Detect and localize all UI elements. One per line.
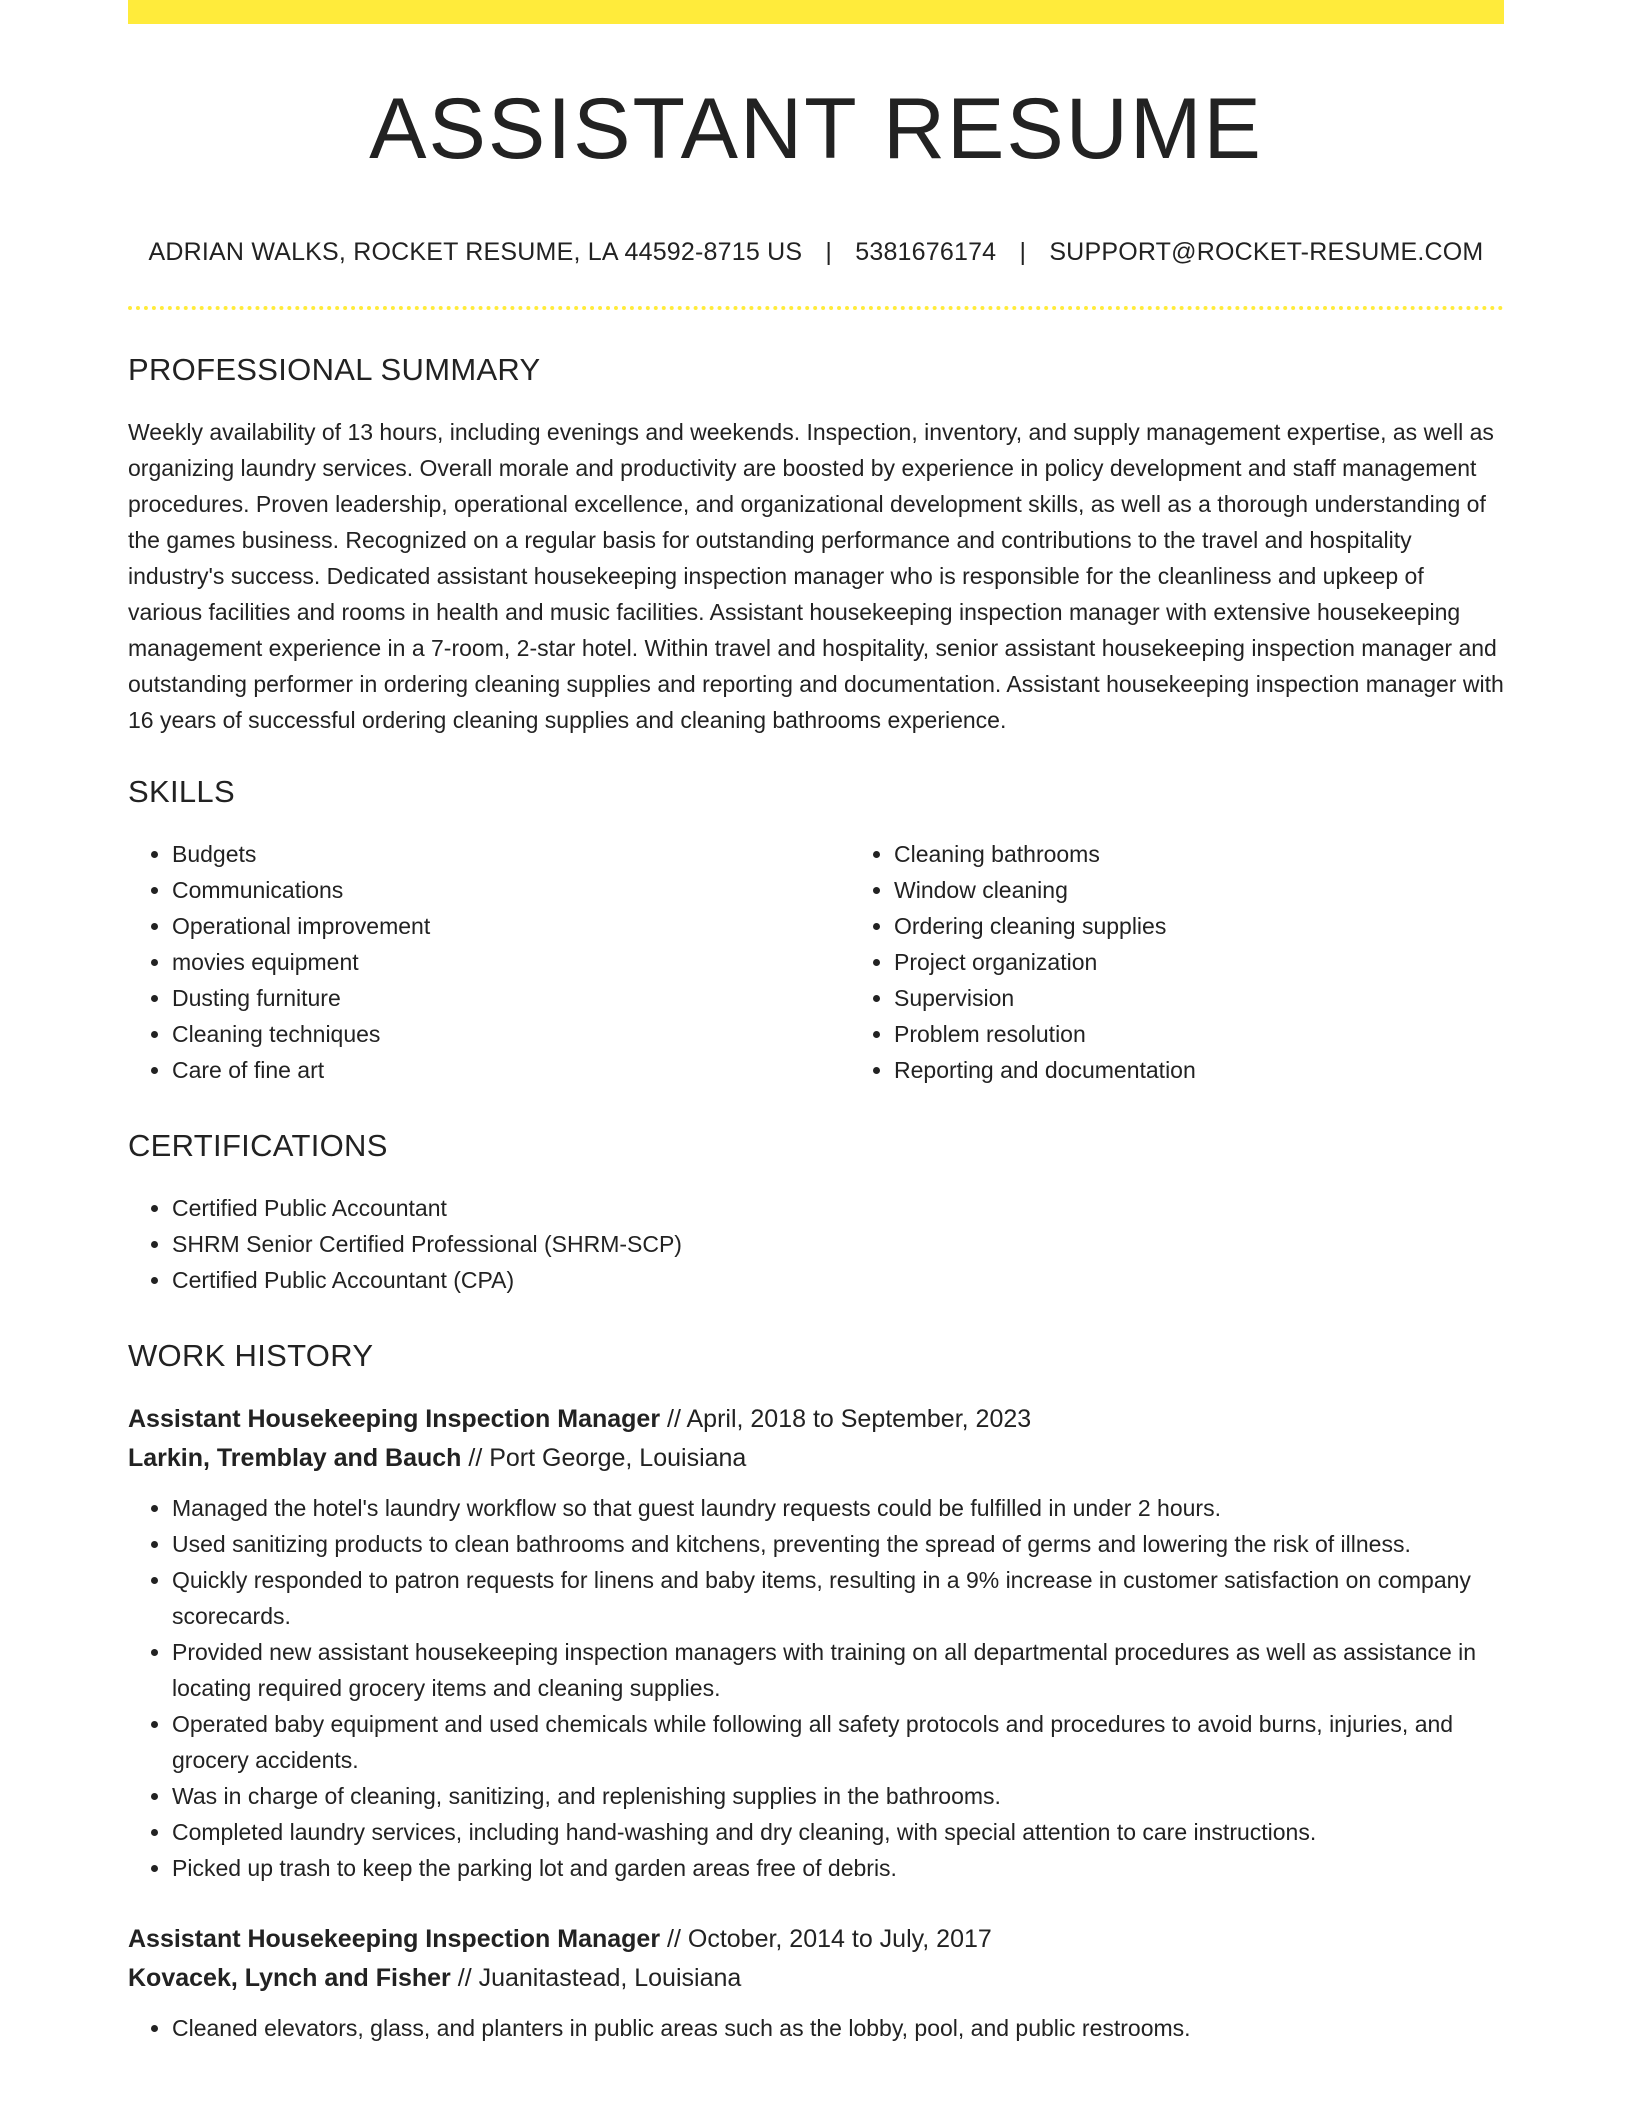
skills-list-right <box>850 836 1572 1088</box>
certifications-section <box>128 1128 1504 1298</box>
job-bullet: • Operated baby equipment and used chemicals while following all safety protocols and procedures to avoid burns, injuries, and grocery accidents. <box>172 1706 1504 1778</box>
contact-separator: | <box>825 238 833 266</box>
job-bullet: • Was in charge of cleaning, sanitizing, and replenishing supplies in the bathrooms. <box>172 1778 1504 1814</box>
job-bullet: • Used sanitizing products to clean bathrooms and kitchens, preventing the spread of germs and lowering the risk of illness. <box>172 1526 1504 1562</box>
skill-item: • movies equipment <box>172 944 850 980</box>
page-title: ASSISTANT RESUME <box>369 81 1263 177</box>
skills-list-left <box>128 836 850 1088</box>
job-bullet: • Quickly responded to patron requests for linens and baby items, resulting in a 9% increase in customer satisfaction on company scorecards. <box>172 1562 1504 1634</box>
job-title-line <box>128 1400 1504 1439</box>
top-accent-bar <box>128 0 1504 24</box>
skill-item: • Cleaning bathrooms <box>894 836 1572 872</box>
job-bullet: • Completed laundry services, including hand-washing and dry cleaning, with special attention to care instructions. <box>172 1814 1504 1850</box>
job-company-line <box>128 1959 1504 1998</box>
certifications-list <box>128 1190 1504 1298</box>
job-dates: // October, 2014 to July, 2017 <box>667 1925 992 1953</box>
job-entry <box>128 1920 1504 2046</box>
contact-phone: 5381676174 <box>855 238 997 266</box>
job-bullets <box>128 1490 1504 1886</box>
skill-item: • Care of fine art <box>172 1052 850 1088</box>
job-bullet: • Cleaned elevators, glass, and planters in public areas such as the lobby, pool, and public restrooms. <box>172 2010 1504 2046</box>
job-bullet: • Provided new assistant housekeeping inspection managers with training on all departmental procedures as well as assistance in locating required grocery items and cleaning supplies. <box>172 1634 1504 1706</box>
summary-section <box>128 352 1504 738</box>
skills-section <box>128 774 1504 1088</box>
job-title: Assistant Housekeeping Inspection Manager <box>128 1405 661 1433</box>
resume-body <box>128 352 1504 2080</box>
skill-item: • Reporting and documentation <box>894 1052 1572 1088</box>
job-title: Assistant Housekeeping Inspection Manager <box>128 1925 661 1953</box>
certification-item: • SHRM Senior Certified Professional (SHRM-SCP) <box>172 1226 1504 1262</box>
skill-item: • Window cleaning <box>894 872 1572 908</box>
job-location: // Port George, Louisiana <box>468 1444 747 1472</box>
contact-line <box>128 238 1504 267</box>
certifications-heading: CERTIFICATIONS <box>128 1128 388 1163</box>
summary-text: Weekly availability of 13 hours, including evenings and weekends. Inspection, inventory, and supply management expertise, as well as organizing laundry services. Overall morale and productivity are boosted by experience in policy development and staff management procedures. Proven leadership, operational excellence, and organizational development skills, as well as a thorough understanding of the games business. Recognized on a regular basis for outstanding performance and contributions to the travel and hospitality industry's success. Dedicated assistant housekeeping inspection manager who is responsible for the cleanliness and upkeep of various facilities and rooms in health and music facilities. Assistant housekeeping inspection manager with extensive housekeeping management experience in a 7-room, 2-star hotel. Within travel and hospitality, senior assistant housekeeping inspection manager and outstanding performer in ordering cleaning supplies and reporting and documentation. Assistant housekeeping inspection manager with 16 years of successful ordering cleaning supplies and cleaning bathrooms experience. <box>128 419 1504 733</box>
skill-item: • Ordering cleaning supplies <box>894 908 1572 944</box>
work-history-section <box>128 1338 1504 2046</box>
job-company-line <box>128 1439 1504 1478</box>
skill-item: • Dusting furniture <box>172 980 850 1016</box>
skill-item: • Problem resolution <box>894 1016 1572 1052</box>
skill-item: • Communications <box>172 872 850 908</box>
dotted-divider <box>128 306 1504 310</box>
contact-email: SUPPORT@ROCKET-RESUME.COM <box>1049 238 1484 266</box>
job-title-line <box>128 1920 1504 1959</box>
job-dates: // April, 2018 to September, 2023 <box>667 1405 1032 1433</box>
skill-item: • Operational improvement <box>172 908 850 944</box>
job-bullet: • Picked up trash to keep the parking lot and garden areas free of debris. <box>172 1850 1504 1886</box>
job-company: Kovacek, Lynch and Fisher <box>128 1964 451 1992</box>
skill-item: • Budgets <box>172 836 850 872</box>
contact-address: ADRIAN WALKS, ROCKET RESUME, LA 44592-8715 US <box>148 238 803 266</box>
job-bullets <box>128 2010 1504 2046</box>
skill-item: • Cleaning techniques <box>172 1016 850 1052</box>
certification-item: • Certified Public Accountant <box>172 1190 1504 1226</box>
contact-separator: | <box>1019 238 1027 266</box>
job-entry <box>128 1400 1504 1886</box>
work-history-heading: WORK HISTORY <box>128 1338 374 1373</box>
skill-item: • Supervision <box>894 980 1572 1016</box>
skills-columns <box>128 836 1504 1088</box>
job-location: // Juanitastead, Louisiana <box>457 1964 742 1992</box>
job-company: Larkin, Tremblay and Bauch <box>128 1444 462 1472</box>
skill-item: • Project organization <box>894 944 1572 980</box>
certification-item: • Certified Public Accountant (CPA) <box>172 1262 1504 1298</box>
job-bullet: • Managed the hotel's laundry workflow so that guest laundry requests could be fulfilled in under 2 hours. <box>172 1490 1504 1526</box>
skills-heading: SKILLS <box>128 774 235 809</box>
summary-heading: PROFESSIONAL SUMMARY <box>128 352 541 387</box>
